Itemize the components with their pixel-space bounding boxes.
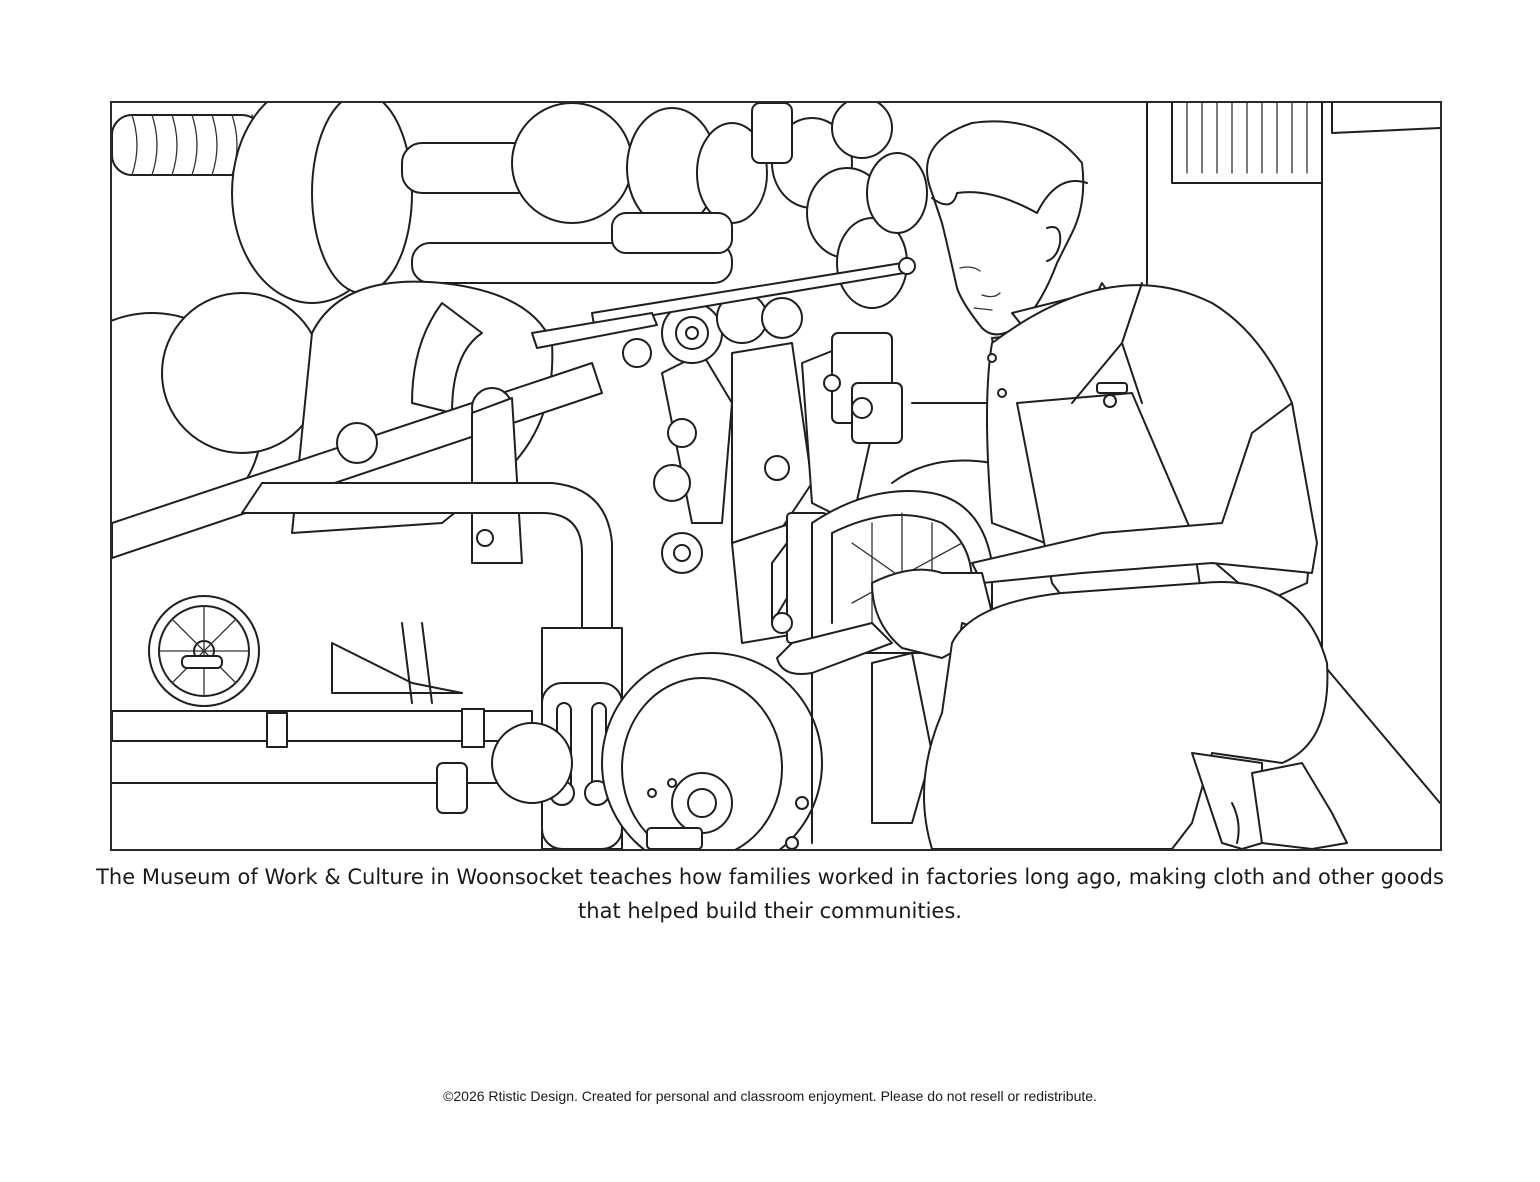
copyright-notice: ©2026 Rtistic Design. Created for personal and classroom enjoyment. Please do not resell or redistribute. <box>443 1088 1097 1104</box>
caption-text: The Museum of Work & Culture in Woonsocket teaches how families worked in factories long ago, making cloth and other goods that helped build their communities. <box>96 865 1444 923</box>
bottom-flywheel <box>602 653 822 849</box>
small-wheel <box>149 596 259 706</box>
coloring-illustration <box>112 103 1440 849</box>
illustration-frame <box>110 101 1442 851</box>
